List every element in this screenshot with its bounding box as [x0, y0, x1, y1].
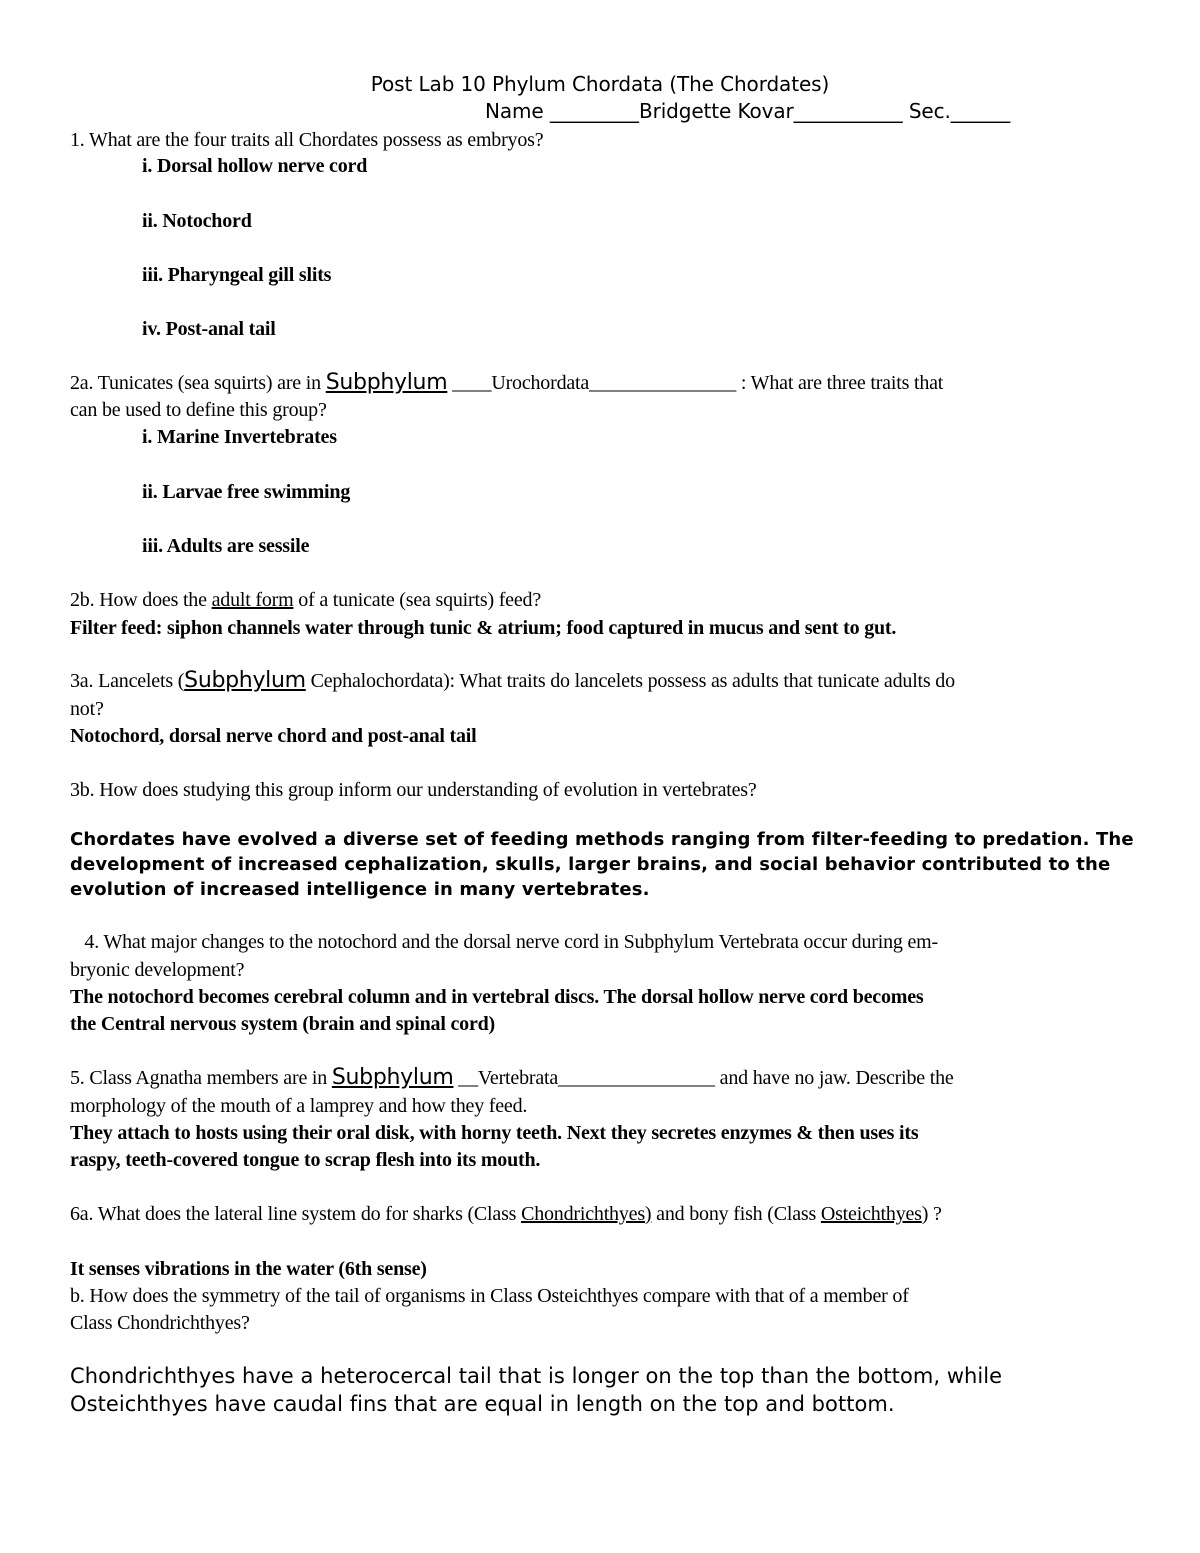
q3a-answer: Notochord, dorsal nerve chord and post-anal tail — [70, 725, 477, 747]
q2a-answer-2: ii. Larvae free swimming — [142, 481, 351, 503]
q6a-middle: and bony fish (Class — [651, 1203, 821, 1225]
q2a-prefix: 2a. Tunicates (sea squirts) are in — [70, 372, 326, 394]
question-6b: b. How does the symmetry of the tail of organisms in Class Osteichthyes compare with that of a member of — [70, 1285, 909, 1307]
question-2b — [70, 587, 541, 613]
name-section-line: Name _________Bridgette Kovar___________ Sec.______ — [485, 99, 1011, 123]
q6a-prefix: 6a. What does the lateral line system do for sharks (Class — [70, 1203, 522, 1225]
q4-answer-line-1: The notochord becomes cerebral column and in vertebral discs. The dorsal hollow nerve cord becomes — [70, 986, 924, 1008]
q5-prefix: 5. Class Agnatha members are in — [70, 1067, 332, 1089]
q2b-suffix: of a tunicate (sea squirts) feed? — [293, 589, 541, 611]
q2b-answer: Filter feed: siphon channels water through tunic & atrium; food captured in mucus and sent to gut. — [70, 617, 897, 639]
question-6b-line2: Class Chondrichthyes? — [70, 1312, 250, 1334]
q5-subphylum-word: Subphylum — [331, 1065, 454, 1090]
q6a-suffix: ) ? — [921, 1203, 942, 1225]
question-3a — [70, 668, 955, 694]
question-4-line2: bryonic development? — [70, 959, 245, 981]
q5-answer-line-2: raspy, teeth-covered tongue to scrap flesh into its mouth. — [70, 1149, 541, 1171]
question-3b: 3b. How does studying this group inform our understanding of evolution in vertebrates? — [70, 779, 757, 801]
q2a-answer-1: i. Marine Invertebrates — [142, 426, 337, 448]
q3a-suffix: Cephalochordata): What traits do lancelets possess as adults that tunicate adults do — [305, 670, 955, 692]
q6b-answer-line-2: Osteichthyes have caudal fins that are equal in length on the top and bottom. — [70, 1392, 895, 1416]
q3b-answer-line-3: evolution of increased intelligence in many vertebrates. — [70, 879, 650, 900]
question-5 — [70, 1065, 954, 1091]
q1-answer-4: iv. Post-anal tail — [142, 318, 276, 340]
question-4: 4. What major changes to the notochord and the dorsal nerve cord in Subphylum Vertebrata occur during em- — [70, 931, 938, 953]
q5-blank-answer: __Vertebrata________________ and have no jaw. Describe the — [453, 1067, 954, 1089]
q2b-underlined: adult form — [211, 589, 294, 611]
question-3a-line2: not? — [70, 698, 104, 720]
q6b-answer-line-1: Chondrichthyes have a heterocercal tail that is longer on the top than the bottom, while — [70, 1364, 1003, 1388]
question-5-line2: morphology of the mouth of a lamprey and how they feed. — [70, 1095, 528, 1117]
q3b-answer-line-1: Chordates have evolved a diverse set of feeding methods ranging from filter-feeding to predation. The — [70, 829, 1134, 850]
q6a-class-chondrichthyes: Chondrichthyes) — [521, 1203, 652, 1225]
q2a-blank-answer: ____Urochordata_______________ : What are three traits that — [447, 372, 944, 394]
q3b-answer-line-2: development of increased cephalization, skulls, larger brains, and social behavior contributed to the — [70, 854, 1111, 875]
q2a-answer-3: iii. Adults are sessile — [142, 535, 310, 557]
question-6a — [70, 1201, 942, 1227]
question-2a-line2: can be used to define this group? — [70, 399, 327, 421]
q2b-prefix: 2b. How does the — [70, 589, 212, 611]
q1-answer-2: ii. Notochord — [142, 210, 252, 232]
q1-answer-1: i. Dorsal hollow nerve cord — [142, 155, 368, 177]
q5-answer-line-1: They attach to hosts using their oral disk, with horny teeth. Next they secretes enzymes & then uses its — [70, 1122, 919, 1144]
q6a-answer: It senses vibrations in the water (6th sense) — [70, 1258, 427, 1280]
q1-answer-3: iii. Pharyngeal gill slits — [142, 264, 332, 286]
q3a-prefix: 3a. Lancelets ( — [70, 670, 185, 692]
document-title: Post Lab 10 Phylum Chordata (The Chordates) — [370, 72, 830, 96]
question-1: 1. What are the four traits all Chordates possess as embryos? — [70, 129, 544, 151]
q6a-class-osteichthyes: Osteichthyes — [820, 1203, 922, 1225]
question-2a — [70, 370, 943, 396]
q3a-subphylum-word: Subphylum — [184, 668, 306, 693]
q2a-subphylum-word: Subphylum — [325, 370, 448, 395]
q4-answer-line-2: the Central nervous system (brain and spinal cord) — [70, 1013, 496, 1035]
